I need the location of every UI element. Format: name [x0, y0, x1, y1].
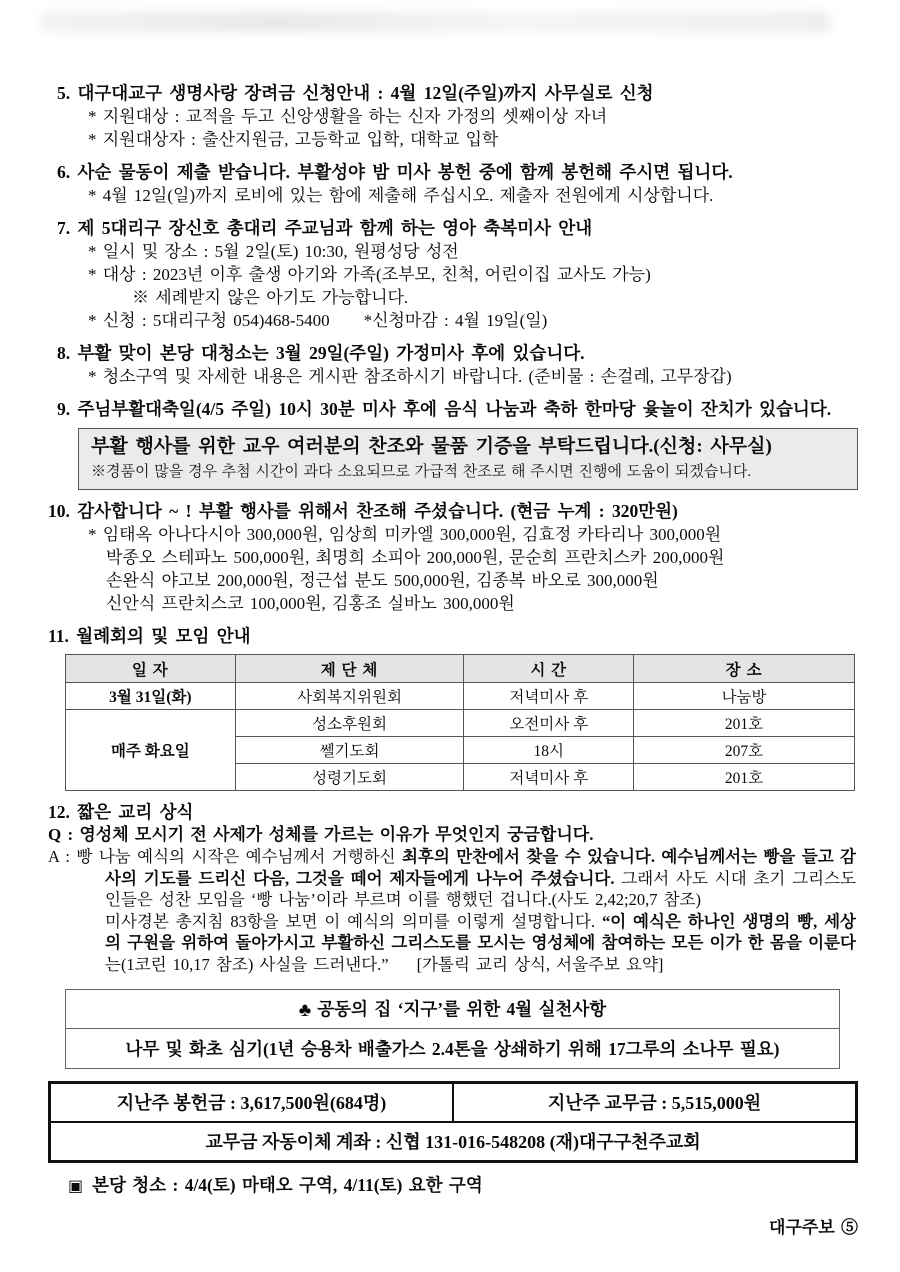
cell-time: 저녁미사 후	[464, 683, 634, 710]
cell-place: 201호	[634, 710, 855, 737]
answer-text: 그래서 사도 시대 초기 그리스도인들은 성찬 모임을 ‘빵 나눔’이라 부르며 이를 행했던 겁니다.(사도 2,42;20,7 참조)	[105, 868, 856, 909]
answer-text: 미사경본 총지침 83항을 보면 이 예식의 의미를 이렇게 설명합니다.	[105, 911, 602, 931]
col-header-date: 일 자	[66, 655, 236, 683]
item-7-heading: 7. 제 5대리구 장신호 총대리 주교님과 함께 하는 영아 축복미사 안내	[57, 218, 593, 238]
donor-line-2: 박종오 스테파노 500,000원, 최명희 소피아 200,000원, 문순희 프란치스카 200,000원	[106, 548, 725, 567]
item-7-sub-1: * 일시 및 장소 : 5월 2일(토) 10:30, 원평성당 성전	[88, 242, 459, 261]
donation-note-line: ※경품이 많을 경우 추첨 시간이 과다 소요되므로 가급적 찬조로 해 주시면 진행에 도움이 되겠습니다.	[91, 464, 752, 480]
cell-group: 성소후원회	[235, 710, 464, 737]
cell-date: 매주 화요일	[66, 710, 236, 791]
cell-group: 쎌기도회	[235, 737, 464, 764]
notice-item-7	[48, 217, 858, 332]
item-7-sub-note: ※ 세례받지 않은 아기도 가능합니다.	[132, 288, 409, 307]
cell-time: 오전미사 후	[464, 710, 634, 737]
cell-time: 18시	[464, 737, 634, 764]
cell-date: 3월 31일(화)	[66, 683, 236, 710]
donation-request-line: 부활 행사를 위한 교우 여러분의 찬조와 물품 기증을 부탁드립니다.(신청: 사무실)	[91, 436, 772, 457]
dues-amount: 지난주 교무금 : 5,515,000원	[547, 1093, 762, 1113]
item-6-heading: 6. 사순 물동이 제출 받습니다. 부활성야 밤 미사 봉헌 중에 함께 봉헌해 주시면 됩니다.	[57, 162, 733, 182]
eco-practice-box	[65, 989, 840, 1069]
table-header-row	[66, 655, 855, 683]
item-5-sub-2: * 지원대상자 : 출산지원금, 고등학교 입학, 대학교 입학	[88, 130, 499, 149]
notice-item-5	[48, 82, 858, 151]
table-row	[66, 710, 855, 737]
cell-group: 성령기도회	[235, 764, 464, 791]
item-9-heading: 9. 주님부활대축일(4/5 주일) 10시 30분 미사 후에 음식 나눔과 축하 한마당 윷놀이 잔치가 있습니다.	[57, 399, 832, 419]
col-header-time: 시 간	[464, 655, 634, 683]
item-7-sub-3: * 신청 : 5대리구청 054)468-5400 *신청마감 : 4월 19일(일)	[88, 311, 548, 330]
notice-item-8	[48, 342, 858, 388]
item-8-sub-1: * 청소구역 및 자세한 내용은 게시판 참조하시기 바랍니다. (준비물 : 손걸레, 고무장갑)	[88, 367, 732, 386]
answer-text: 빵 나눔 예식의 시작은 예수님께서 거행하신	[76, 847, 402, 866]
answer-text-bold: “이 예식은 하나인 생명의 빵, 세상의 구원을 위하여 돌아가시고 부활하신 그리스도를 모시는 영성체에 참여하는 모든 이가 한 몸을 이룬다	[105, 911, 856, 952]
finance-row	[51, 1084, 855, 1123]
item-5-heading: 5. 대구대교구 생명사랑 장려금 신청안내 : 4월 12일(주일)까지 사무실로 신청	[57, 83, 654, 103]
eco-practice-title	[66, 990, 839, 1029]
easter-donation-notice-box	[78, 428, 858, 490]
answer-text-bold: 최후의 만찬에서 찾을 수 있습니다. 예수님께서는 빵을 들고 감사의 기도를 드리신 다음, 그것을 떼어 제자들에게 나누어 주셨습니다.	[105, 847, 856, 888]
notice-item-9	[48, 398, 858, 490]
catechism-answer-paragraph-2	[48, 911, 858, 976]
col-header-place: 장 소	[634, 655, 855, 683]
catechism-question: Q : 영성체 모시기 전 사제가 성체를 가르는 이유가 무엇인지 궁금합니다.	[48, 825, 594, 844]
cell-place: 201호	[634, 764, 855, 791]
item-11-heading: 11. 월례회의 및 모임 안내	[48, 626, 251, 646]
item-5-sub-1: * 지원대상 : 교적을 두고 신앙생활을 하는 신자 가정의 셋째이상 자녀	[88, 107, 608, 126]
ink-bleed-artifact	[40, 12, 830, 32]
eco-title-text: 공동의 집 ‘지구’를 위한 4월 실천사항	[317, 999, 607, 1019]
monthly-meetings-table	[65, 654, 855, 791]
page-number-badge: ⑤	[841, 1218, 858, 1237]
item-6-sub-1: * 4월 12일(일)까지 로비에 있는 함에 제출해 주십시오. 제출자 전원에게 시상합니다.	[88, 186, 714, 205]
answer-source: [가톨릭 교리 상식, 서울주보 요약]	[416, 954, 664, 974]
parish-cleaning-schedule	[48, 1172, 858, 1197]
col-header-group: 제 단 체	[235, 655, 464, 683]
cell-place: 나눔방	[634, 683, 855, 710]
cell-time: 저녁미사 후	[464, 764, 634, 791]
cell-group: 사회복지위원회	[235, 683, 464, 710]
eco-practice-body: 나무 및 화초 심기(1년 승용차 배출가스 2.4톤을 상쇄하기 위해 17그루의 소나무 필요)	[125, 1039, 780, 1059]
cell-place: 207호	[634, 737, 855, 764]
notice-item-10	[48, 500, 858, 615]
dues-bank-account: 교무금 자동이체 계좌 : 신협 131-016-548208 (재)대구구천주교회	[205, 1132, 701, 1152]
table-row	[66, 683, 855, 710]
club-icon: ♣	[298, 1000, 312, 1021]
filled-square-icon: ▣	[68, 1178, 84, 1195]
item-8-heading: 8. 부활 맞이 본당 대청소는 3월 29일(주일) 가정미사 후에 있습니다.	[57, 343, 585, 363]
donor-line-1: * 임태옥 아나다시아 300,000원, 임상희 미카엘 300,000원, 김효정 카타리나 300,000원	[88, 525, 722, 544]
catechism-answer-paragraph-1	[48, 846, 858, 911]
item-12-heading: 12. 짧은 교리 상식	[48, 802, 194, 822]
bulletin-footer	[48, 1213, 858, 1238]
answer-label: A :	[48, 847, 77, 866]
weekly-finance-box	[48, 1081, 858, 1163]
offering-amount: 지난주 봉헌금 : 3,617,500원(684명)	[51, 1084, 454, 1121]
cleaning-text: 본당 청소 : 4/4(토) 마태오 구역, 4/11(토) 요한 구역	[92, 1175, 483, 1195]
notice-item-6	[48, 161, 858, 207]
item-10-heading: 10. 감사합니다 ~ ! 부활 행사를 위해서 찬조해 주셨습니다. (현금 누계 : 320만원)	[48, 501, 678, 521]
donor-line-4: 신안식 프란치스코 100,000원, 김홍조 실바노 300,000원	[106, 594, 515, 613]
donor-line-3: 손완식 야고보 200,000원, 정근섭 분도 500,000원, 김종복 바오로 300,000원	[106, 571, 659, 590]
item-7-sub-2: * 대상 : 2023년 이후 출생 아기와 가족(조부모, 친척, 어린이집 교사도 가능)	[88, 265, 651, 284]
bulletin-name: 대구주보	[769, 1218, 835, 1237]
answer-text: 는(1코린 10,17 참조) 사실을 드러낸다.”	[105, 954, 389, 974]
notice-item-12-catechism	[48, 801, 858, 975]
notice-item-11	[48, 625, 858, 791]
